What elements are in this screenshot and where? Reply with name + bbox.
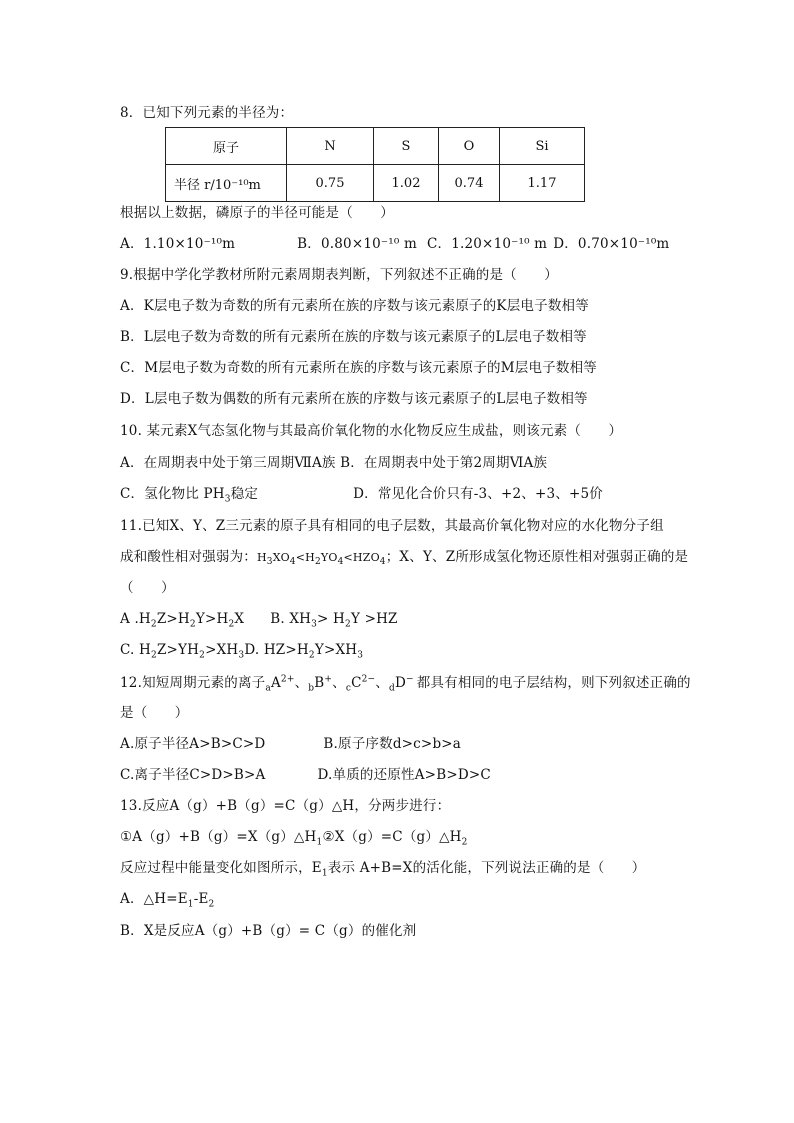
q8-option-d: D．0.70×10⁻¹⁰m bbox=[553, 236, 670, 252]
q11-options-ab bbox=[120, 610, 398, 628]
table-row bbox=[166, 128, 585, 165]
table-element-si: Si bbox=[500, 128, 585, 165]
q9-option-d: D．L层电子数为偶数的所有元素所在族的序数与该元素原子的L层电子数相等 bbox=[120, 391, 588, 407]
q10-options-cd bbox=[120, 485, 603, 503]
q13-stem: 13.反应A（g）+B（g）=C（g）△H，分两步进行： bbox=[120, 798, 451, 814]
table-element-s: S bbox=[374, 128, 439, 165]
table-value-n: 0.75 bbox=[287, 165, 374, 202]
q11-line3: （ ） bbox=[120, 580, 175, 596]
q11-option-b: B. $XH_3> H_2Y >HZ$ bbox=[270, 611, 398, 630]
table-element-n: N bbox=[287, 128, 374, 165]
q11-option-c: C. $H_2Z>YH_2>XH_3$ bbox=[120, 642, 245, 661]
q8-options bbox=[120, 235, 669, 253]
q10-options-ab: A．在周期表中处于第三周期ⅦA族 B．在周期表中处于第2周期ⅥA族 bbox=[120, 455, 548, 471]
q13-steps: $①A(g)+B(g)=X(g)\triangle H_1②X(g)=C(g)\triangle H_2$ bbox=[120, 829, 468, 848]
q13-option-b: B．X是反应A（g）+B（g）= C（g）的催化剂 bbox=[120, 923, 417, 939]
q12-line2: 是（ ） bbox=[120, 705, 189, 721]
q9-stem: 9.根据中学化学教材所附元素周期表判断，下列叙述不正确的是（ ） bbox=[120, 267, 558, 283]
table-header-label: 原子 bbox=[166, 128, 287, 165]
q11-line2: 成和酸性相对强弱为：$H_3XO_4<H_2YO_4<HZO_4$；X、Y、Z所形成氢化物还原性相对强弱正确的是 bbox=[120, 549, 689, 568]
table-value-si: 1.17 bbox=[500, 165, 585, 202]
q11-option-d: D. $HZ>H_2Y>XH_3$ bbox=[244, 642, 364, 661]
q12-options-cd bbox=[120, 766, 491, 784]
table-row bbox=[166, 165, 585, 202]
q11-line1: 11.已知X、Y、Z三元素的原子具有相同的电子层数，其最高价氧化物对应的水化物分子组 bbox=[120, 518, 664, 534]
q12-line1: 12.知短周期元素的离子$_aA^{2+}$、$_b$B+、$_cC^{2-}$、$_d$D− 都具有相同的电子层结构，则下列叙述正确的 bbox=[120, 674, 691, 694]
table-value-o: 0.74 bbox=[439, 165, 500, 202]
q8-option-a: A．1.10×10⁻¹⁰m bbox=[120, 236, 236, 252]
q8-option-b: B．0.80×10⁻¹⁰ m bbox=[297, 236, 417, 252]
q10-option-d: D．常见化合价只有-3、+2、+3、+5价 bbox=[353, 486, 604, 502]
q12-options-ab bbox=[120, 735, 461, 753]
q11-option-a: A $.H_2Z>H_2Y>H_2X$ bbox=[120, 611, 245, 630]
table-row-label: 半径 r/10⁻¹⁰m bbox=[166, 165, 287, 202]
q9-option-b: B．L层电子数为奇数的所有元素所在族的序数与该元素原子的L层电子数相等 bbox=[120, 329, 587, 345]
q13-description: 反应过程中能量变化如图所示，$E_1$表示 A+B=X的活化能，下列说法正确的是（ ） bbox=[120, 860, 646, 879]
table-element-o: O bbox=[439, 128, 500, 165]
q12-option-a: A.原子半径A>B>C>D bbox=[120, 736, 266, 752]
table-value-s: 1.02 bbox=[374, 165, 439, 202]
q11-options-cd bbox=[120, 641, 363, 659]
q13-option-a: A．$\triangle H=E_1-E_2$ bbox=[120, 891, 215, 910]
q8-question: 根据以上数据，磷原子的半径可能是（ ） bbox=[120, 205, 394, 221]
q10-option-c: C．氢化物比 $PH_3$稳定 bbox=[120, 486, 259, 505]
q12-option-c: C.离子半径C>D>B>A bbox=[120, 767, 266, 783]
q8-option-c: C．1.20×10⁻¹⁰ m bbox=[426, 236, 548, 252]
radius-table bbox=[165, 127, 585, 202]
q12-option-d: D.单质的还原性A>B>D>C bbox=[317, 767, 491, 783]
q9-option-c: C．M层电子数为奇数的所有元素所在族的序数与该元素原子的M层电子数相等 bbox=[120, 360, 597, 376]
q9-option-a: A．K层电子数为奇数的所有元素所在族的序数与该元素原子的K层电子数相等 bbox=[120, 298, 589, 314]
q12-option-b: B.原子序数d>c>b>a bbox=[323, 736, 462, 752]
q8-stem: 8．已知下列元素的半径为： bbox=[120, 105, 294, 121]
q10-stem: 10. 某元素X气态氢化物与其最高价氧化物的水化物反应生成盐，则该元素（ ） bbox=[120, 423, 623, 439]
